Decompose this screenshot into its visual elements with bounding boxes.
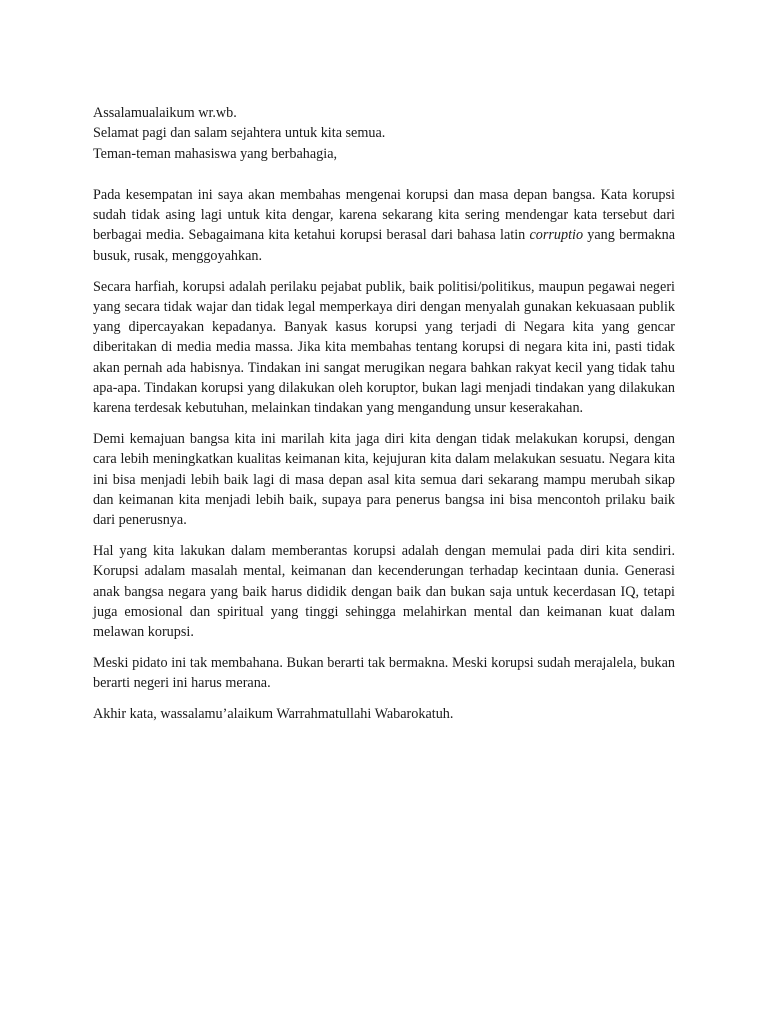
paragraph-text: Pada kesempatan ini saya akan membahas mengenai korupsi dan masa depan bangsa. Kata korupsi sudah tidak asing lagi untuk kita dengar, karena sekarang kita sering mendengar kata tersebut dari berbagai media. Sebagaimana kita ketahui korupsi berasal dari bahasa latin: [93, 186, 675, 244]
salutation-block: [93, 103, 675, 164]
greeting-line: Selamat pagi dan salam sejahtera untuk kita semua.: [93, 125, 386, 142]
paragraph-action: Hal yang kita lakukan dalam memberantas korupsi adalah dengan memulai pada diri kita sendiri. Korupsi adalam masalah mental, keimanan dan kecenderungan terhadap kecintaan dunia. Generasi anak bangsa negara yang baik harus dididik dengan baik dan bukan saja untuk kecerdasan IQ, tetapi juga emosional dan spiritual yang tinggi sehingga melahirkan mental dan keimanan kuat dalam melawan korupsi.: [93, 543, 675, 641]
greeting-line: Assalamualaikum wr.wb.: [93, 105, 237, 121]
italic-term: corruptio: [529, 227, 584, 244]
paragraph-appeal: Demi kemajuan bangsa kita ini marilah kita jaga diri kita dengan tidak melakukan korupsi, dengan cara lebih meningkatkan kualitas keimanan kita, kejujuran kita dalam melakukan sesuatu. Negara kita ini bisa menjadi lebih baik lagi di masa depan asal kita semua dari sekarang mampu merubah sikap dan keimanan kita menjadi lebih baik, supaya para penerus bangsa ini bisa mencontoh prilaku baik dari penerusnya.: [93, 431, 675, 529]
greeting-line: Teman-teman mahasiswa yang berbahagia,: [93, 145, 338, 162]
speech-text: [93, 103, 675, 735]
paragraph-intro: [93, 185, 675, 266]
paragraph-farewell: Akhir kata, wassalamu’alaikum Warrahmatullahi Wabarokatuh.: [93, 706, 454, 723]
paragraph-definition: Secara harfiah, korupsi adalah perilaku pejabat publik, baik politisi/politikus, maupun pegawai negeri yang secara tidak wajar dan tidak legal memperkaya diri dengan menyalah gunakan kekuasaan publik yang dipercayakan kepadanya. Banyak kasus korupsi yang terjadi di Negara kita yang gencar diberitakan di media media massa. Jika kita membahas tentang korupsi di negara kita ini, pasti tidak akan pernah ada habisnya. Tindakan ini sangat merugikan negara bahkan rakyat kecil yang tidak tahu apa-apa. Tindakan korupsi yang dilakukan oleh koruptor, bukan lagi menjadi tindakan yang dilakukan karena terdesak kebutuhan, melainkan tindakan yang mengandung unsur keserakahan.: [93, 278, 675, 417]
paragraph-closing-remark: Meski pidato ini tak membahana. Bukan berarti tak bermakna. Meski korupsi sudah merajalela, bukan berarti negeri ini harus merana.: [93, 655, 675, 692]
paragraph-text: yang bermakna busuk, rusak, menggoyahkan.: [93, 227, 675, 264]
